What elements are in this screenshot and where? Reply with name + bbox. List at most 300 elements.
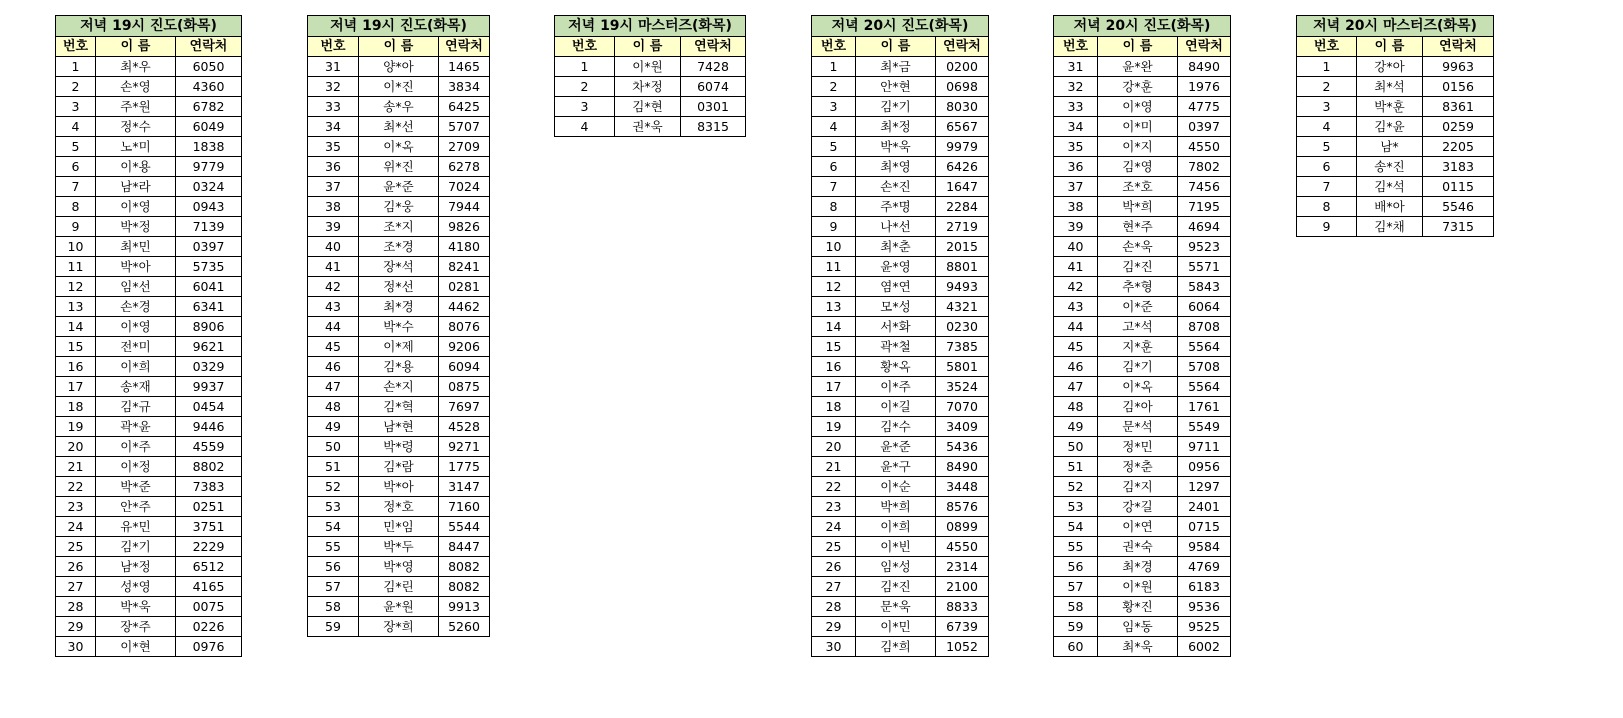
table-row: [1054, 617, 1231, 637]
table-row: [56, 317, 242, 337]
table-row: [812, 97, 989, 117]
column-header-row: [308, 37, 490, 57]
cell-contact: 7070: [936, 397, 989, 417]
cell-number: 47: [1054, 377, 1098, 397]
cell-name: 윤*구: [856, 457, 936, 477]
cell-number: 56: [308, 557, 359, 577]
cell-number: 25: [812, 537, 856, 557]
table-row: [56, 177, 242, 197]
table-row: [812, 437, 989, 457]
cell-contact: 1761: [1178, 397, 1231, 417]
cell-name: 최*민: [96, 237, 176, 257]
cell-contact: 3147: [439, 477, 490, 497]
cell-contact: 4769: [1178, 557, 1231, 577]
table-row: [1297, 97, 1494, 117]
cell-name: 배*아: [1357, 197, 1423, 217]
cell-name: 위*진: [359, 157, 439, 177]
cell-contact: 8906: [176, 317, 242, 337]
cell-number: 58: [308, 597, 359, 617]
table-row: [1297, 177, 1494, 197]
cell-name: 성*영: [96, 577, 176, 597]
table-title-row: [308, 16, 490, 37]
cell-contact: 9493: [936, 277, 989, 297]
column-header-number: 번호: [1054, 37, 1098, 57]
cell-name: 이*제: [359, 337, 439, 357]
table-row: [308, 497, 490, 517]
cell-name: 박*희: [856, 497, 936, 517]
cell-number: 10: [56, 237, 96, 257]
table-row: [1054, 637, 1231, 657]
cell-contact: 0324: [176, 177, 242, 197]
cell-contact: 8241: [439, 257, 490, 277]
cell-name: 이*길: [856, 397, 936, 417]
cell-number: 9: [1297, 217, 1357, 237]
table-row: [308, 57, 490, 77]
table-row: [1054, 237, 1231, 257]
cell-name: 모*성: [856, 297, 936, 317]
table-row: [56, 217, 242, 237]
cell-contact: 7139: [176, 217, 242, 237]
table-row: [308, 617, 490, 637]
cell-number: 21: [56, 457, 96, 477]
cell-number: 46: [1054, 357, 1098, 377]
table-row: [308, 437, 490, 457]
table-row: [56, 197, 242, 217]
table-row: [56, 497, 242, 517]
cell-contact: 4775: [1178, 97, 1231, 117]
cell-number: 13: [812, 297, 856, 317]
table-row: [1054, 157, 1231, 177]
cell-contact: 8361: [1423, 97, 1494, 117]
cell-name: 권*숙: [1098, 537, 1178, 557]
cell-name: 이*연: [1098, 517, 1178, 537]
cell-name: 김*용: [359, 357, 439, 377]
cell-name: 노*미: [96, 137, 176, 157]
column-header-name: 이 름: [96, 37, 176, 57]
cell-contact: 8076: [439, 317, 490, 337]
cell-name: 곽*윤: [96, 417, 176, 437]
column-header-number: 번호: [1297, 37, 1357, 57]
cell-contact: 8082: [439, 577, 490, 597]
cell-contact: 7315: [1423, 217, 1494, 237]
cell-name: 박*준: [96, 477, 176, 497]
cell-name: 박*아: [96, 257, 176, 277]
cell-name: 김*규: [96, 397, 176, 417]
table-row: [812, 577, 989, 597]
cell-contact: 4694: [1178, 217, 1231, 237]
cell-name: 지*훈: [1098, 337, 1178, 357]
cell-name: 이*옥: [359, 137, 439, 157]
table-row: [308, 217, 490, 237]
cell-number: 8: [1297, 197, 1357, 217]
cell-contact: 9963: [1423, 57, 1494, 77]
table-row: [308, 297, 490, 317]
cell-contact: 1976: [1178, 77, 1231, 97]
table-row: [812, 317, 989, 337]
table-row: [812, 617, 989, 637]
table-row: [56, 597, 242, 617]
table-row: [1054, 557, 1231, 577]
cell-name: 김*지: [1098, 477, 1178, 497]
cell-contact: 3834: [439, 77, 490, 97]
cell-name: 박*두: [359, 537, 439, 557]
column-header-row: [812, 37, 989, 57]
cell-name: 김*혁: [359, 397, 439, 417]
table-row: [555, 97, 746, 117]
cell-name: 정*민: [1098, 437, 1178, 457]
cell-contact: 0899: [936, 517, 989, 537]
table-row: [812, 157, 989, 177]
cell-name: 안*주: [96, 497, 176, 517]
table-row: [1297, 77, 1494, 97]
table-row: [812, 137, 989, 157]
table-row: [1054, 477, 1231, 497]
cell-name: 박*욱: [856, 137, 936, 157]
cell-name: 양*아: [359, 57, 439, 77]
cell-name: 강*훈: [1098, 77, 1178, 97]
cell-contact: 0230: [936, 317, 989, 337]
cell-number: 31: [308, 57, 359, 77]
cell-name: 정*선: [359, 277, 439, 297]
cell-number: 21: [812, 457, 856, 477]
cell-contact: 5546: [1423, 197, 1494, 217]
column-header-row: [56, 37, 242, 57]
cell-contact: 2284: [936, 197, 989, 217]
table-row: [1054, 217, 1231, 237]
cell-name: 김*기: [96, 537, 176, 557]
cell-name: 김*진: [1098, 257, 1178, 277]
cell-name: 고*석: [1098, 317, 1178, 337]
table-row: [56, 357, 242, 377]
cell-number: 28: [812, 597, 856, 617]
table-row: [308, 117, 490, 137]
cell-name: 박*욱: [96, 597, 176, 617]
cell-contact: 0200: [936, 57, 989, 77]
table-row: [56, 297, 242, 317]
cell-number: 27: [812, 577, 856, 597]
cell-number: 24: [812, 517, 856, 537]
cell-contact: 0281: [439, 277, 490, 297]
table-row: [555, 77, 746, 97]
cell-contact: 2709: [439, 137, 490, 157]
cell-name: 최*경: [359, 297, 439, 317]
table-row: [1297, 57, 1494, 77]
cell-contact: 9446: [176, 417, 242, 437]
table-row: [308, 317, 490, 337]
cell-number: 52: [308, 477, 359, 497]
table-row: [308, 257, 490, 277]
cell-contact: 2229: [176, 537, 242, 557]
cell-name: 장*주: [96, 617, 176, 637]
cell-contact: 6049: [176, 117, 242, 137]
cell-name: 최*욱: [1098, 637, 1178, 657]
table-row: [1297, 217, 1494, 237]
cell-number: 29: [56, 617, 96, 637]
table-row: [1054, 397, 1231, 417]
cell-contact: 6002: [1178, 637, 1231, 657]
cell-name: 민*임: [359, 517, 439, 537]
cell-contact: 2100: [936, 577, 989, 597]
cell-name: 윤*준: [856, 437, 936, 457]
cell-number: 8: [812, 197, 856, 217]
cell-contact: 6426: [936, 157, 989, 177]
cell-name: 김*웅: [359, 197, 439, 217]
cell-number: 30: [56, 637, 96, 657]
table-row: [812, 177, 989, 197]
cell-name: 김*기: [1098, 357, 1178, 377]
table-row: [308, 597, 490, 617]
roster-table-4: [811, 15, 989, 657]
table-row: [308, 237, 490, 257]
table-row: [1054, 57, 1231, 77]
table-row: [1054, 537, 1231, 557]
cell-contact: 0976: [176, 637, 242, 657]
cell-contact: 6341: [176, 297, 242, 317]
cell-number: 17: [812, 377, 856, 397]
cell-name: 송*재: [96, 377, 176, 397]
column-header-contact: 연락처: [1178, 37, 1231, 57]
cell-contact: 8802: [176, 457, 242, 477]
cell-number: 24: [56, 517, 96, 537]
roster-table-5: [1053, 15, 1231, 657]
table-row: [812, 517, 989, 537]
cell-number: 50: [308, 437, 359, 457]
cell-contact: 5708: [1178, 357, 1231, 377]
cell-number: 4: [56, 117, 96, 137]
cell-number: 59: [1054, 617, 1098, 637]
table-row: [308, 97, 490, 117]
cell-number: 35: [1054, 137, 1098, 157]
cell-contact: 4165: [176, 577, 242, 597]
table-row: [56, 277, 242, 297]
column-header-row: [555, 37, 746, 57]
cell-name: 조*경: [359, 237, 439, 257]
cell-name: 최*춘: [856, 237, 936, 257]
cell-number: 5: [1297, 137, 1357, 157]
table-row: [56, 577, 242, 597]
table-row: [1054, 277, 1231, 297]
cell-number: 47: [308, 377, 359, 397]
table-row: [1054, 577, 1231, 597]
cell-number: 38: [1054, 197, 1098, 217]
cell-contact: 0251: [176, 497, 242, 517]
column-header-contact: 연락처: [681, 37, 746, 57]
cell-contact: 6782: [176, 97, 242, 117]
cell-name: 이*원: [1098, 577, 1178, 597]
cell-name: 이*희: [96, 357, 176, 377]
cell-name: 유*민: [96, 517, 176, 537]
cell-name: 최*영: [856, 157, 936, 177]
column-header-row: [1297, 37, 1494, 57]
cell-contact: 8833: [936, 597, 989, 617]
cell-number: 59: [308, 617, 359, 637]
cell-contact: 7024: [439, 177, 490, 197]
cell-name: 송*진: [1357, 157, 1423, 177]
table-row: [1297, 197, 1494, 217]
cell-contact: 8030: [936, 97, 989, 117]
table-row: [1297, 157, 1494, 177]
cell-number: 26: [56, 557, 96, 577]
table-row: [56, 97, 242, 117]
cell-contact: 0875: [439, 377, 490, 397]
cell-contact: 0156: [1423, 77, 1494, 97]
cell-contact: 9584: [1178, 537, 1231, 557]
cell-number: 39: [1054, 217, 1098, 237]
table-title: 저녁 19시 진도(화목): [56, 16, 242, 37]
column-header-name: 이 름: [1098, 37, 1178, 57]
cell-number: 19: [56, 417, 96, 437]
cell-contact: 9826: [439, 217, 490, 237]
cell-name: 황*진: [1098, 597, 1178, 617]
cell-number: 19: [812, 417, 856, 437]
cell-name: 박*령: [359, 437, 439, 457]
cell-contact: 4550: [1178, 137, 1231, 157]
cell-number: 1: [812, 57, 856, 77]
cell-name: 문*욱: [856, 597, 936, 617]
cell-contact: 8801: [936, 257, 989, 277]
table-row: [812, 557, 989, 577]
table-row: [1054, 77, 1231, 97]
column-header-contact: 연락처: [936, 37, 989, 57]
cell-contact: 5707: [439, 117, 490, 137]
cell-number: 56: [1054, 557, 1098, 577]
cell-contact: 9937: [176, 377, 242, 397]
table-row: [56, 437, 242, 457]
cell-number: 5: [812, 137, 856, 157]
cell-number: 36: [1054, 157, 1098, 177]
table-row: [56, 457, 242, 477]
cell-number: 57: [1054, 577, 1098, 597]
table-row: [308, 397, 490, 417]
cell-number: 12: [812, 277, 856, 297]
cell-name: 이*지: [1098, 137, 1178, 157]
table-row: [812, 117, 989, 137]
cell-contact: 4462: [439, 297, 490, 317]
cell-number: 7: [56, 177, 96, 197]
cell-number: 49: [1054, 417, 1098, 437]
cell-number: 55: [1054, 537, 1098, 557]
cell-number: 20: [56, 437, 96, 457]
cell-name: 남*라: [96, 177, 176, 197]
cell-name: 나*선: [856, 217, 936, 237]
cell-contact: 4360: [176, 77, 242, 97]
column-header-number: 번호: [308, 37, 359, 57]
cell-contact: 2205: [1423, 137, 1494, 157]
table-row: [1054, 597, 1231, 617]
cell-name: 박*희: [1098, 197, 1178, 217]
table-row: [1054, 417, 1231, 437]
cell-number: 34: [1054, 117, 1098, 137]
cell-number: 2: [812, 77, 856, 97]
cell-contact: 6183: [1178, 577, 1231, 597]
column-header-number: 번호: [56, 37, 96, 57]
cell-number: 46: [308, 357, 359, 377]
cell-number: 27: [56, 577, 96, 597]
cell-name: 황*옥: [856, 357, 936, 377]
table-row: [812, 357, 989, 377]
cell-number: 28: [56, 597, 96, 617]
cell-name: 김*아: [1098, 397, 1178, 417]
cell-number: 48: [1054, 397, 1098, 417]
cell-contact: 5571: [1178, 257, 1231, 277]
cell-name: 주*명: [856, 197, 936, 217]
cell-contact: 7802: [1178, 157, 1231, 177]
cell-number: 7: [812, 177, 856, 197]
table-row: [56, 417, 242, 437]
table-row: [812, 277, 989, 297]
table-row: [308, 177, 490, 197]
table-row: [812, 397, 989, 417]
cell-contact: 2401: [1178, 497, 1231, 517]
cell-contact: 1838: [176, 137, 242, 157]
cell-name: 주*원: [96, 97, 176, 117]
table-row: [56, 337, 242, 357]
cell-name: 이*주: [96, 437, 176, 457]
cell-number: 18: [812, 397, 856, 417]
table-row: [1054, 517, 1231, 537]
cell-number: 40: [1054, 237, 1098, 257]
cell-name: 이*미: [1098, 117, 1178, 137]
table-title-row: [812, 16, 989, 37]
cell-name: 현*주: [1098, 217, 1178, 237]
cell-name: 최*정: [856, 117, 936, 137]
cell-number: 2: [56, 77, 96, 97]
table-row: [812, 257, 989, 277]
cell-number: 4: [555, 117, 615, 137]
cell-number: 7: [1297, 177, 1357, 197]
cell-number: 31: [1054, 57, 1098, 77]
table-title: 저녁 20시 진도(화목): [1054, 16, 1231, 37]
table-row: [1054, 357, 1231, 377]
cell-name: 박*아: [359, 477, 439, 497]
cell-number: 11: [56, 257, 96, 277]
cell-name: 최*우: [96, 57, 176, 77]
cell-contact: 6041: [176, 277, 242, 297]
cell-contact: 3448: [936, 477, 989, 497]
cell-number: 41: [1054, 257, 1098, 277]
table-row: [1054, 497, 1231, 517]
cell-contact: 7428: [681, 57, 746, 77]
cell-contact: 6567: [936, 117, 989, 137]
cell-contact: 0715: [1178, 517, 1231, 537]
table-row: [308, 377, 490, 397]
cell-contact: 1775: [439, 457, 490, 477]
table-row: [812, 457, 989, 477]
table-row: [1054, 97, 1231, 117]
cell-number: 53: [1054, 497, 1098, 517]
cell-name: 송*우: [359, 97, 439, 117]
cell-contact: 6739: [936, 617, 989, 637]
cell-name: 손*지: [359, 377, 439, 397]
cell-number: 42: [1054, 277, 1098, 297]
cell-number: 11: [812, 257, 856, 277]
table-row: [308, 157, 490, 177]
table-row: [56, 237, 242, 257]
cell-number: 15: [56, 337, 96, 357]
cell-name: 임*동: [1098, 617, 1178, 637]
table-row: [812, 597, 989, 617]
cell-name: 이*원: [615, 57, 681, 77]
cell-contact: 0259: [1423, 117, 1494, 137]
cell-contact: 6050: [176, 57, 242, 77]
cell-contact: 0956: [1178, 457, 1231, 477]
cell-number: 14: [56, 317, 96, 337]
cell-contact: 3409: [936, 417, 989, 437]
table-row: [308, 557, 490, 577]
cell-name: 이*진: [359, 77, 439, 97]
column-header-contact: 연락처: [176, 37, 242, 57]
table-row: [1054, 297, 1231, 317]
